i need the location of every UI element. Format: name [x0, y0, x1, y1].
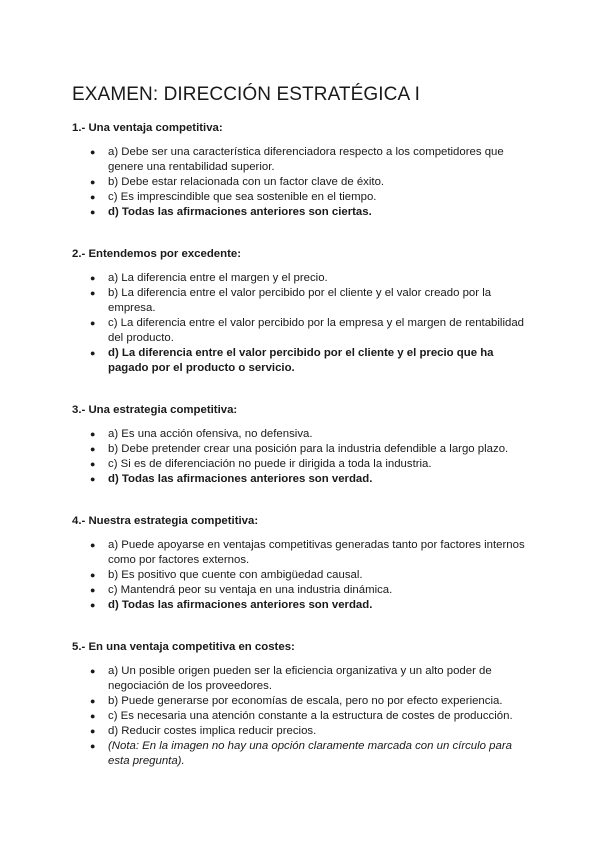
question-title: 3.- Una estrategia competitiva: — [72, 404, 238, 416]
option-item — [72, 175, 532, 190]
question-list — [72, 122, 532, 769]
bullet-icon: ● — [90, 147, 96, 157]
option-text: a) Debe ser una característica diferenciadora respecto a los competidores que genere una rentabilidad superior. — [108, 146, 504, 173]
option-list — [72, 271, 532, 376]
option-item — [72, 568, 532, 583]
bullet-icon: ● — [90, 177, 96, 187]
option-item — [72, 286, 532, 316]
option-list — [72, 427, 532, 487]
option-text: a) La diferencia entre el margen y el precio. — [108, 272, 328, 284]
bullet-icon: ● — [90, 348, 96, 358]
bullet-icon: ● — [90, 711, 96, 721]
note-item — [72, 739, 532, 769]
option-list — [72, 538, 532, 613]
option-text: c) Si es de diferenciación no puede ir dirigida a toda la industria. — [108, 458, 432, 470]
bullet-icon: ● — [90, 318, 96, 328]
bullet-icon: ● — [90, 474, 96, 484]
option-text: a) Puede apoyarse en ventajas competitivas generadas tanto por factores internos como por factores externos. — [108, 539, 525, 566]
question-title: 1.- Una ventaja competitiva: — [72, 122, 223, 134]
option-text: a) Un posible origen pueden ser la eficiencia organizativa y un alto poder de negociación de los proveedores. — [108, 665, 492, 692]
bullet-icon: ● — [90, 429, 96, 439]
option-text: d) Reducir costes implica reducir precios. — [108, 725, 317, 737]
bullet-icon: ● — [90, 741, 96, 751]
question-1 — [72, 122, 532, 220]
option-item — [72, 724, 532, 739]
option-item-correct — [72, 472, 532, 487]
option-item — [72, 271, 532, 286]
option-item — [72, 583, 532, 598]
option-text: a) Es una acción ofensiva, no defensiva. — [108, 428, 313, 440]
option-text: b) La diferencia entre el valor percibido por el cliente y el valor creado por la empresa. — [108, 287, 492, 314]
bullet-icon: ● — [90, 726, 96, 736]
bullet-icon: ● — [90, 459, 96, 469]
bullet-icon: ● — [90, 696, 96, 706]
question-title: 2.- Entendemos por excedente: — [72, 248, 242, 260]
question-title: 5.- En una ventaja competitiva en costes: — [72, 641, 295, 653]
option-item — [72, 538, 532, 568]
option-text: b) Debe estar relacionada con un factor clave de éxito. — [108, 176, 385, 188]
question-4 — [72, 515, 532, 613]
option-item — [72, 709, 532, 724]
bullet-icon: ● — [90, 273, 96, 283]
bullet-icon: ● — [90, 600, 96, 610]
option-text: d) Todas las afirmaciones anteriores son ciertas. — [108, 206, 372, 218]
option-text: c) La diferencia entre el valor percibido por la empresa y el margen de rentabilidad del producto. — [108, 317, 524, 344]
option-item — [72, 145, 532, 175]
bullet-icon: ● — [90, 288, 96, 298]
bullet-icon: ● — [90, 192, 96, 202]
bullet-icon: ● — [90, 570, 96, 580]
option-item-correct — [72, 205, 532, 220]
option-item-correct — [72, 346, 532, 376]
option-list — [72, 145, 532, 220]
option-item — [72, 316, 532, 346]
bullet-icon: ● — [90, 444, 96, 454]
question-3 — [72, 404, 532, 487]
question-5 — [72, 641, 532, 769]
option-text: b) Puede generarse por economías de escala, pero no por efecto experiencia. — [108, 695, 503, 707]
option-text: b) Es positivo que cuente con ambigüedad causal. — [108, 569, 363, 581]
option-text: b) Debe pretender crear una posición para la industria defendible a largo plazo. — [108, 443, 509, 455]
bullet-icon: ● — [90, 540, 96, 550]
option-list — [72, 664, 532, 769]
option-item — [72, 694, 532, 709]
option-text: d) Todas las afirmaciones anteriores son verdad. — [108, 599, 373, 611]
option-item-correct — [72, 598, 532, 613]
option-item — [72, 664, 532, 694]
bullet-icon: ● — [90, 585, 96, 595]
option-item — [72, 190, 532, 205]
option-text: c) Es imprescindible que sea sostenible en el tiempo. — [108, 191, 377, 203]
option-item — [72, 427, 532, 442]
option-text: d) La diferencia entre el valor percibido por el cliente y el precio que ha pagado por el producto o servicio. — [108, 347, 494, 374]
option-item — [72, 442, 532, 457]
question-title: 4.- Nuestra estrategia competitiva: — [72, 515, 259, 527]
question-2 — [72, 248, 532, 376]
note-text: (Nota: En la imagen no hay una opción claramente marcada con un círculo para esta pregunta). — [108, 740, 512, 767]
exam-title: EXAMEN: DIRECCIÓN ESTRATÉGICA I — [72, 84, 420, 105]
option-text: c) Mantendrá peor su ventaja en una industria dinámica. — [108, 584, 393, 596]
exam-page — [72, 84, 532, 797]
bullet-icon: ● — [90, 666, 96, 676]
bullet-icon: ● — [90, 207, 96, 217]
option-text: c) Es necesaria una atención constante a la estructura de costes de producción. — [108, 710, 513, 722]
option-text: d) Todas las afirmaciones anteriores son verdad. — [108, 473, 373, 485]
option-item — [72, 457, 532, 472]
